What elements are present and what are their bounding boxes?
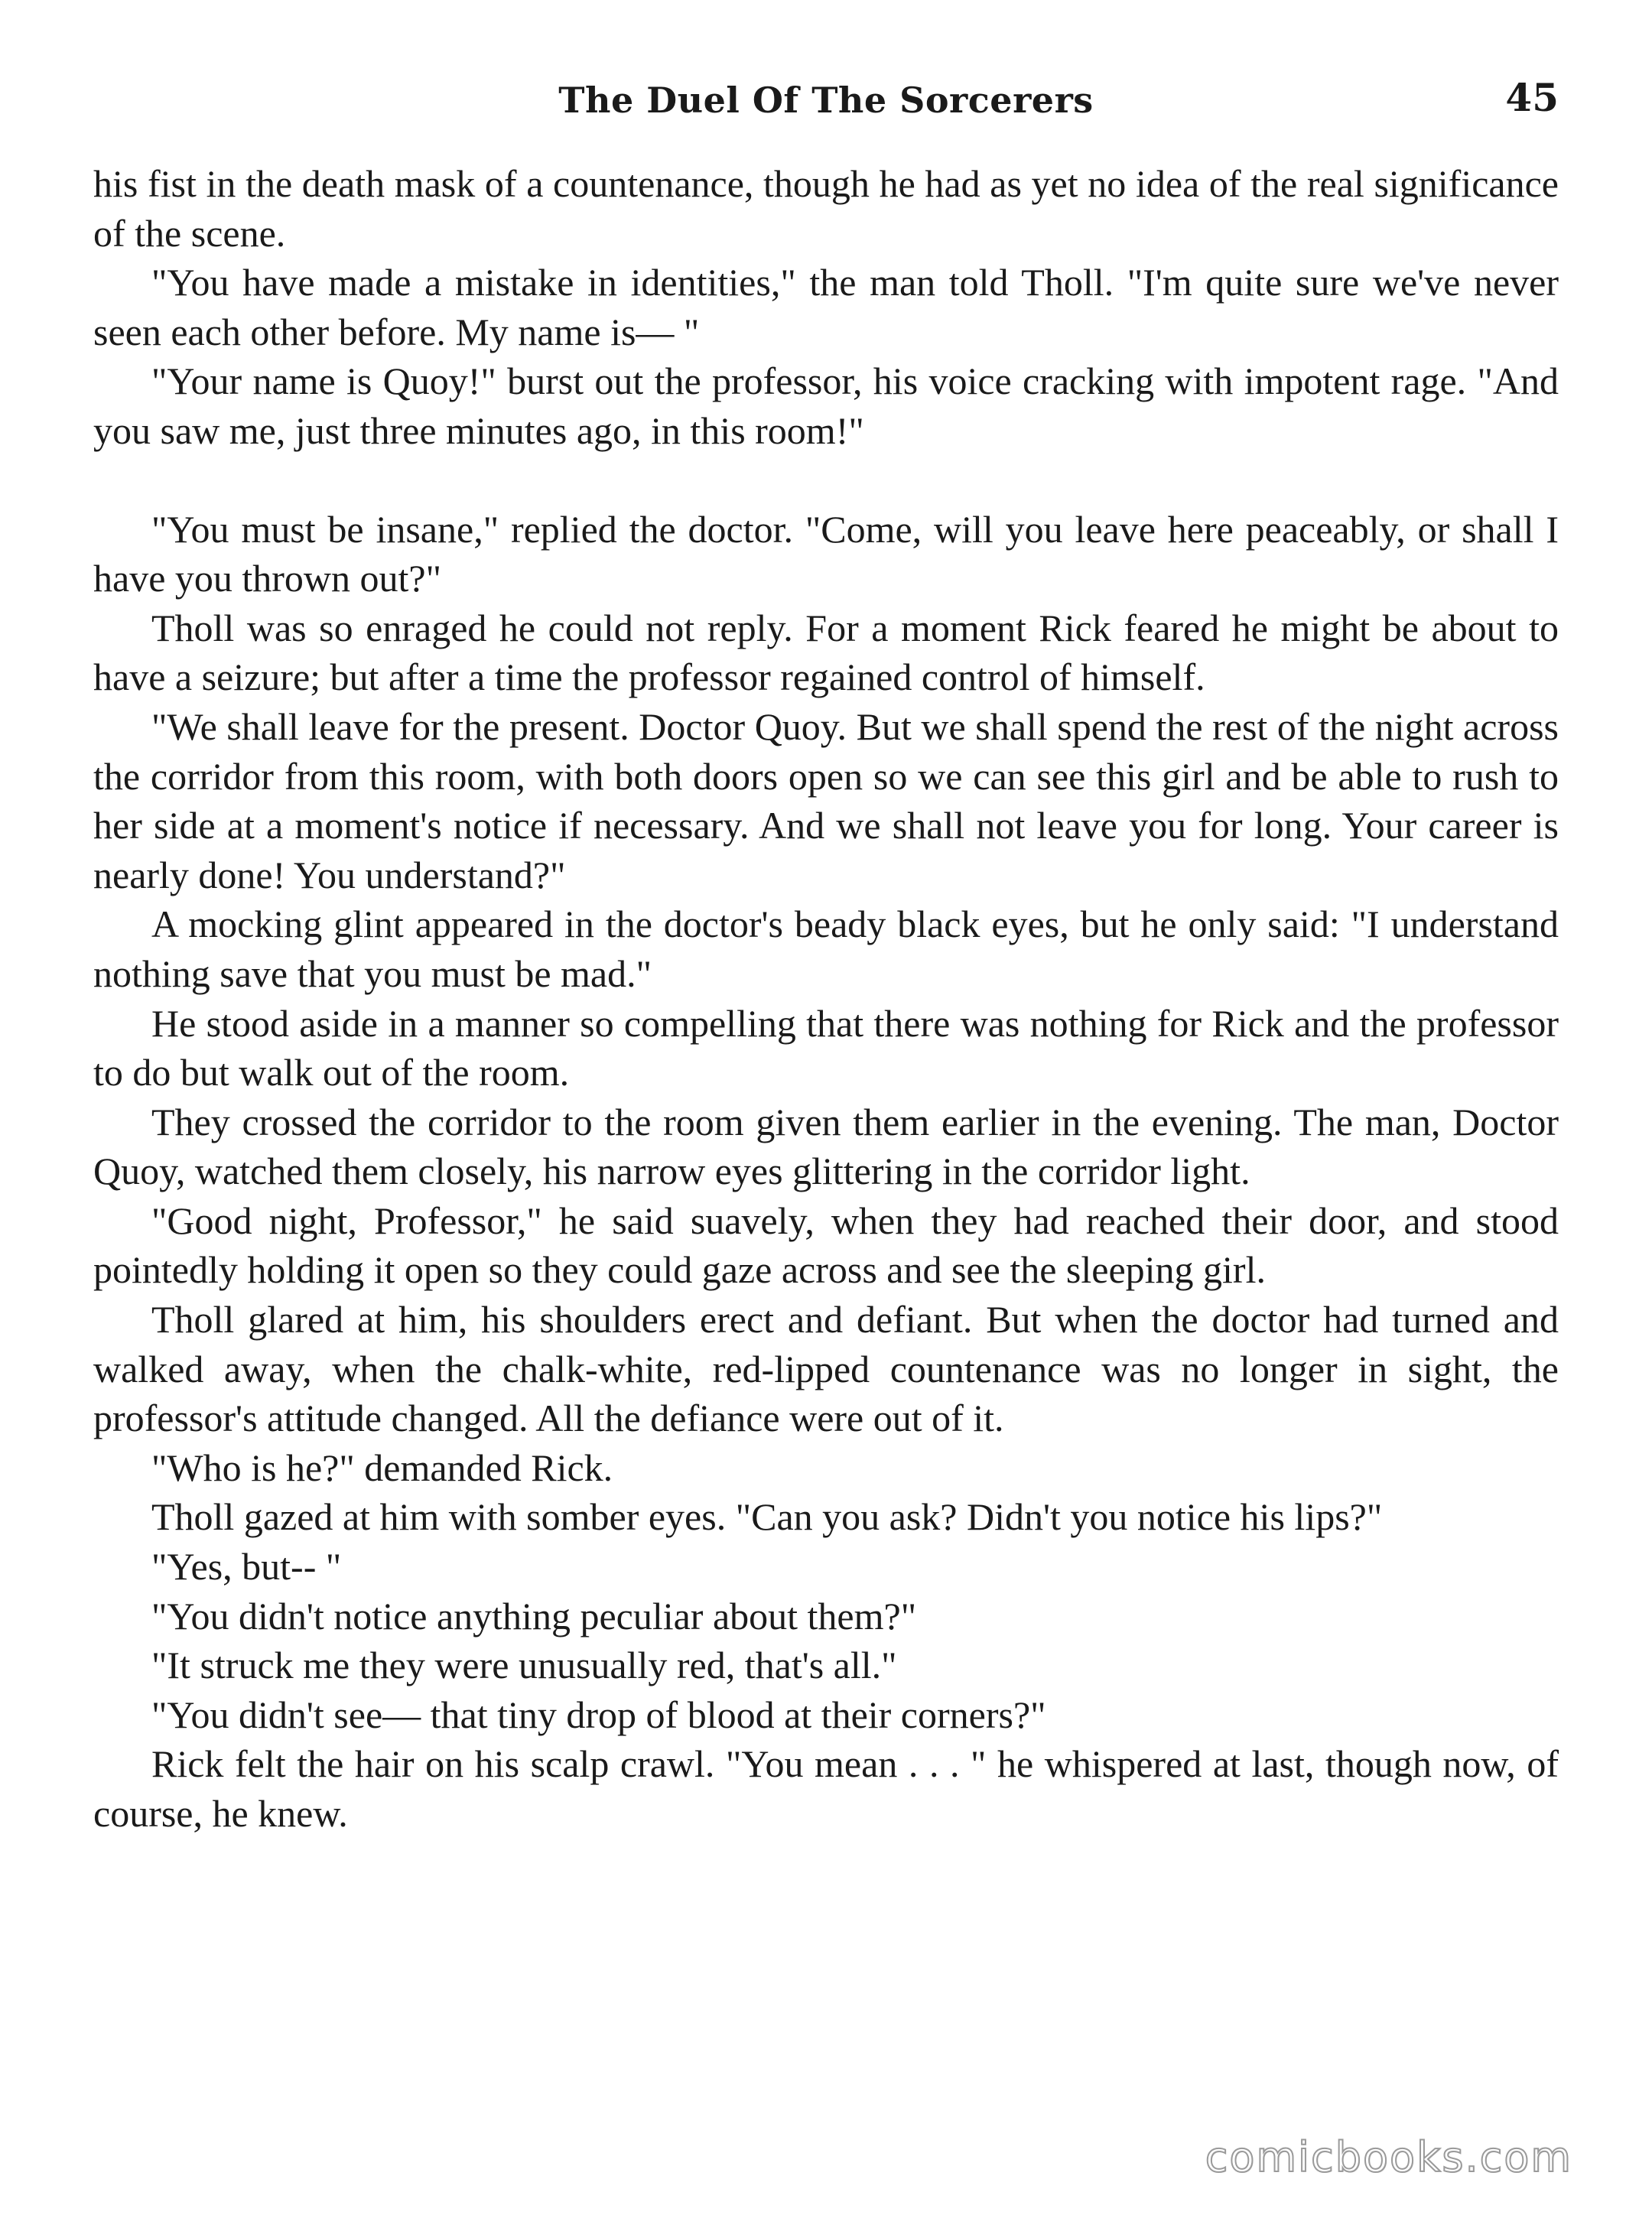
paragraph: his fist in the death mask of a countenance, though he had as yet no idea of the real significance of the scene. — [93, 162, 1559, 255]
paragraph: Rick felt the hair on his scalp crawl. "You mean . . . " he whispered at last, though now, of course, he knew. — [93, 1742, 1559, 1835]
paragraph: They crossed the corridor to the room given them earlier in the evening. The man, Doctor Quoy, watched them closely, his narrow eyes glittering in the corridor light. — [93, 1100, 1559, 1193]
paragraph: "You didn't notice anything peculiar about them?" — [151, 1594, 917, 1637]
paragraph: Tholl was so enraged he could not reply. For a moment Rick feared he might be about to have a seizure; but after a time the professor regained control of himself. — [93, 606, 1559, 699]
paragraph: "You didn't see— that tiny drop of blood at their corners?" — [151, 1693, 1046, 1736]
paragraph: "Your name is Quoy!" burst out the professor, his voice cracking with impotent rage. "And you saw me, just three minutes ago, in this room!" — [93, 359, 1559, 452]
paragraph: "Who is he?" demanded Rick. — [151, 1446, 613, 1489]
paragraph: He stood aside in a manner so compelling that there was nothing for Rick and the professor to do but walk out of the room. — [93, 1001, 1559, 1094]
paragraph: Tholl glared at him, his shoulders erect and defiant. But when the doctor had turned and walked away, when the chalk-white, red-lipped countenance was no longer in sight, the professor's attitude changed. All the defiance were out of it. — [93, 1298, 1559, 1440]
paragraph: "You have made a mistake in identities," the man told Tholl. "I'm quite sure we've never seen each other before. My name is— " — [93, 261, 1559, 353]
paragraph: "We shall leave for the present. Doctor Quoy. But we shall spend the rest of the night across the corridor from this room, with both doors open so we can see this girl and be able to rush to her side at a moment's notice if necessary. And we shall not leave you for long. Your career is nearly done! You understand?" — [93, 704, 1559, 896]
paragraph: A mocking glint appeared in the doctor's beady black eyes, but he only said: "I understand nothing save that you must be mad." — [93, 902, 1559, 995]
paragraph: "It struck me they were unusually red, that's all." — [151, 1644, 897, 1687]
paragraph: "Good night, Professor," he said suavely, when they had reached their door, and stood pointedly holding it open so they could gaze across and see the sleeping girl. — [93, 1198, 1559, 1292]
chapter-title: The Duel Of The Sorcerers — [558, 80, 1094, 121]
running-head — [93, 75, 1559, 141]
page-number: 45 — [1505, 75, 1559, 120]
paragraph: "You must be insane," replied the doctor. "Come, will you leave here peaceably, or shall I have you thrown out?" — [93, 507, 1559, 600]
paragraph: Tholl gazed at him with somber eyes. "Can you ask? Didn't you notice his lips?" — [151, 1495, 1383, 1539]
body-text — [93, 159, 1559, 1839]
paragraph: "Yes, but-- " — [151, 1545, 342, 1589]
watermark-logo: comicbooks.com — [1205, 2133, 1572, 2181]
